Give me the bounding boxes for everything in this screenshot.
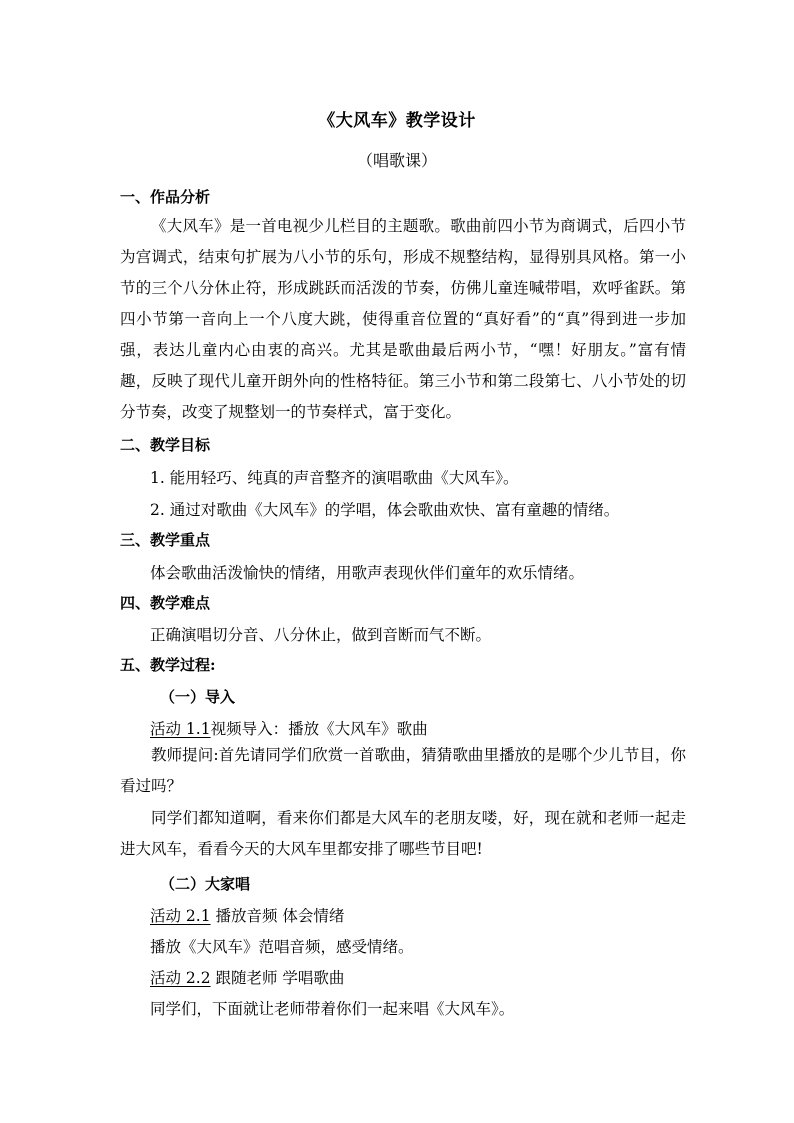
activity-2-2-description: 同学们，下面就让老师带着你们一起来唱《大风车》。	[150, 1000, 515, 1018]
key-points-text: 体会歌曲活泼愉快的情绪，用歌声表现伙伴们童年的欢乐情绪。	[150, 564, 585, 582]
activity-1-1-text: 视频导入：播放《大风车》歌曲	[210, 720, 428, 738]
section-heading-difficulties: 四、教学难点	[120, 594, 211, 612]
section-heading-key-points: 三、教学重点	[120, 531, 211, 549]
document-subtitle: （唱歌课）	[356, 151, 437, 170]
activity-2-2-text: 跟随老师 学唱歌曲	[210, 969, 345, 987]
difficulties-text: 正确演唱切分音、八分休止，做到音断而气不断。	[150, 626, 492, 644]
activity-2-1	[150, 904, 344, 926]
goal-item-2: 2. 通过对歌曲《大风车》的学唱，体会歌曲欢快、富有童趣的情绪。	[150, 501, 620, 519]
analysis-paragraph: 《大风车》是一首电视少儿栏目的主题歌。歌曲前四小节为商调式，后四小节为宫调式，结束句扩展为八小节的乐句，形成不规整结构，显得别具风格。第一小节的三个八分休止符，形成跳跃而活泼的节奏，仿佛儿童连喊带唱，欢呼雀跃。第四小节第一音向上一个八度大跳，使得重音位置的“真好看”的“真”得到进一步加强，表达儿童内心由衷的高兴。尤其是歌曲最后两小节，“嘿！好朋友。”富有情趣，反映了现代儿童开朗外向的性格特征。第三小节和第二段第七、八小节处的切分节奏，改变了规整划一的节奏样式，富于变化。	[120, 217, 686, 421]
section-heading-process: 五、教学过程:	[120, 656, 216, 674]
activity-2-1-text: 播放音频 体会情绪	[210, 907, 345, 925]
section-heading-analysis: 一、作品分析	[120, 188, 211, 206]
section-heading-goals: 二、教学目标	[120, 436, 211, 454]
teacher-intro-paragraph: 同学们都知道啊，看来你们都是大风车的老朋友喽，好，现在就和老师一起走进大风车，看看今天的大风车里都安排了哪些节目吧!	[120, 809, 686, 858]
teacher-question-paragraph: 教师提问:首先请同学们欣赏一首歌曲，猜猜歌曲里播放的是哪个少儿节目，你看过吗？	[120, 746, 686, 795]
activity-2-2	[150, 966, 344, 988]
subsection-heading-sing-along: （二）大家唱	[160, 875, 251, 893]
activity-2-1-label: 活动 2.1	[150, 907, 211, 925]
goal-item-1: 1. 能用轻巧、纯真的声音整齐的演唱歌曲《大风车》。	[150, 469, 519, 487]
activity-1-1-label: 活动 1.1	[150, 720, 211, 738]
activity-1-1	[150, 717, 428, 739]
activity-2-1-description: 播放《大风车》范唱音频，感受情绪。	[150, 938, 414, 956]
document-title: 《大风车》教学设计	[318, 111, 476, 131]
activity-2-2-label: 活动 2.2	[150, 969, 211, 987]
subsection-heading-intro: （一）导入	[160, 688, 236, 706]
